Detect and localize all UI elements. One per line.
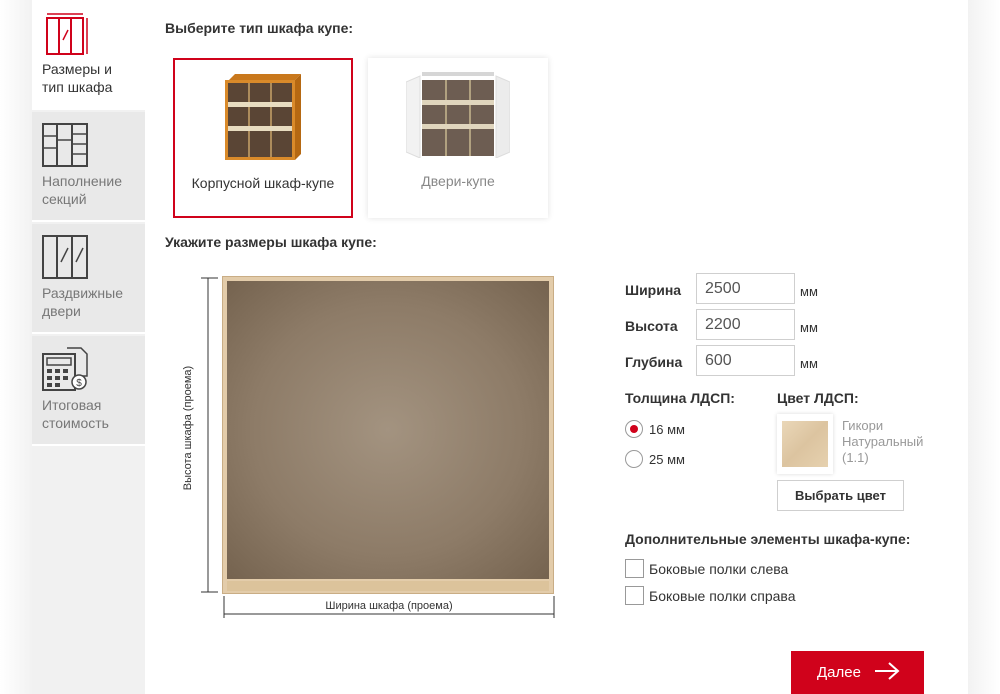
sizes-section-title: Укажите размеры шкафа купе: <box>165 234 377 250</box>
thickness-16-label: 16 мм <box>649 422 685 437</box>
sections-filling-icon <box>41 122 89 168</box>
sidebar-item-label: Наполнение секций <box>42 173 122 207</box>
depth-input[interactable] <box>696 345 795 376</box>
wardrobe-diagram <box>222 276 554 594</box>
sidebar-item-sections[interactable] <box>32 112 145 222</box>
color-name-line2: Натуральный <box>842 434 924 449</box>
thickness-25-label: 25 мм <box>649 452 685 467</box>
height-input[interactable] <box>696 309 795 340</box>
page-right-shadow <box>968 0 1000 694</box>
width-label: Ширина <box>625 282 682 298</box>
arrow-right-icon <box>873 661 901 681</box>
sidebar <box>32 0 145 694</box>
svg-text:$: $ <box>76 378 82 389</box>
left-shelves-label: Боковые полки слева <box>649 561 789 577</box>
color-swatch-sample <box>782 421 828 467</box>
height-dimension-label: Высота шкафа (проема) <box>182 365 194 491</box>
width-dimension-label: Ширина шкафа (проема) <box>325 600 453 612</box>
type-card-label: Корпусной шкаф-купе <box>191 175 335 191</box>
color-title: Цвет ЛДСП: <box>777 390 859 406</box>
sidebar-item-total[interactable] <box>32 336 145 446</box>
type-card-label: Двери-купе <box>421 173 495 189</box>
color-code: (1.1) <box>842 450 869 465</box>
type-card-cabinet[interactable] <box>173 58 353 218</box>
choose-color-button[interactable]: Выбрать цвет <box>777 480 904 511</box>
width-input[interactable] <box>696 273 795 304</box>
next-button-label: Далее <box>817 664 861 681</box>
color-name-line1: Гикори <box>842 418 884 433</box>
extras-title: Дополнительные элементы шкафа-купе: <box>625 531 911 547</box>
thickness-25-radio[interactable] <box>625 450 643 468</box>
page-left-shadow <box>0 0 32 694</box>
color-swatch[interactable] <box>777 414 833 474</box>
sliding-doors-icon <box>41 234 89 280</box>
height-dimension-line <box>198 276 218 598</box>
thickness-title: Толщина ЛДСП: <box>625 390 735 406</box>
depth-unit: мм <box>800 356 818 371</box>
right-shelves-label: Боковые полки справа <box>649 588 796 604</box>
cabinet-wardrobe-image <box>223 74 303 160</box>
height-unit: мм <box>800 320 818 335</box>
height-label: Высота <box>625 318 678 334</box>
sliding-doors-image <box>406 72 510 158</box>
right-shelves-checkbox[interactable] <box>625 586 644 605</box>
calculator-icon <box>41 346 89 392</box>
sidebar-item-sizes[interactable] <box>32 0 145 110</box>
thickness-16-radio[interactable] <box>625 420 643 438</box>
wardrobe-plinth <box>227 581 549 591</box>
type-section-title: Выберите тип шкафа купе: <box>165 20 354 36</box>
width-unit: мм <box>800 284 818 299</box>
sidebar-item-label: Размеры и тип шкафа <box>42 61 113 95</box>
sidebar-item-label: Итоговая стоимость <box>42 397 109 431</box>
color-name <box>842 418 942 466</box>
depth-label: Глубина <box>625 354 683 370</box>
wardrobe-size-icon <box>41 10 89 56</box>
left-shelves-checkbox[interactable] <box>625 559 644 578</box>
sidebar-item-label: Раздвижные двери <box>42 285 123 319</box>
wardrobe-interior <box>227 281 549 579</box>
type-card-doors[interactable] <box>368 58 548 218</box>
sidebar-item-doors[interactable] <box>32 224 145 334</box>
next-button[interactable] <box>791 651 924 694</box>
